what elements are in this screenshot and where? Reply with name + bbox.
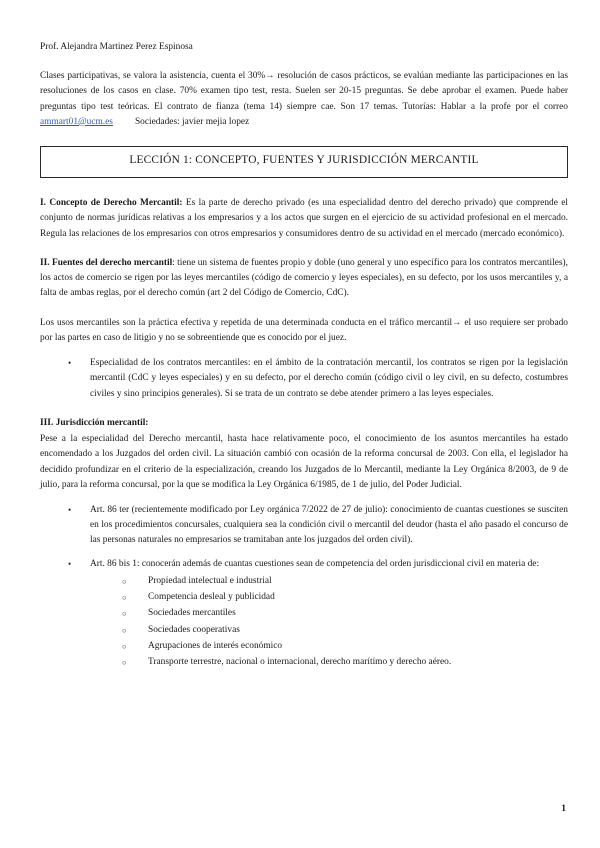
list-item-text: Art. 86 ter (recientemente modificado por Ley orgánica 7/2022 de 27 de julio): conocimiento de cuantas cuestiones se susciten en los procedimientos concursales, cualquiera sea la condición civil o mercantil del deudor (hasta el año pasado el concurso de las personas naturales no empresarios se tramitaban ante los juzgados del orden civil). [90, 504, 568, 546]
professor-line: Prof. Alejandra Martinez Perez Espinosa [40, 42, 193, 52]
section-jurisdiccion-heading: III. Jurisdicción mercantil: [40, 417, 149, 428]
sub-list-item-text: Competencia desleal y publicidad [148, 592, 275, 603]
sub-list-item [122, 590, 568, 605]
bullet-hollow-icon: ○ [122, 658, 127, 668]
document-body [40, 40, 568, 670]
section-concepto-body: Es la parte de derecho privado (es una especialidad dentro del derecho privado) que comprende el conjunto de normas jurídicas relativas a los empresarios y a los actos que surgen en el ejercicio de su actividad profesional en el mercado. Regula las relaciones de los empresarios con otros empresarios y consumidores dentro de su actividad en el mercado (mercado económico). [40, 198, 568, 239]
sub-list-item-text: Agrupaciones de interés económico [148, 640, 283, 651]
section-jurisdiccion [40, 416, 568, 671]
sub-list-item [122, 623, 568, 638]
sub-list-item-text: Transporte terrestre, nacional o internacional, derecho marítimo y derecho aéreo. [148, 657, 452, 668]
section-fuentes [40, 256, 568, 402]
section-fuentes-heading: II. Fuentes del derecho mercantil [40, 257, 173, 268]
section-jurisdiccion-body: Pese a la especialidad del Derecho mercantil, hasta hace relativamente poco, el conocimiento de los asuntos mercantiles ha estado encomendado a los Juzgados del orden civil. La situación cambió con ocasión de la reforma concursal de 2003. Con ella, el legislador ha decidido profundizar en el criterio de la especialización, creando los Juzgados de lo Mercantil, mediante la Ley Orgánica 8/2003, de 9 de julio, para la reforma concursal, por la que se modifica la Ley Orgánica 6/1985, de 1 de julio, del Poder Judicial. [40, 434, 568, 490]
sub-list-item [122, 655, 568, 670]
bullet-hollow-icon: ○ [122, 609, 127, 619]
bullet-filled-icon: • [68, 358, 72, 369]
competencia-sublist [90, 574, 568, 670]
usos-mercantiles-paragraph: Los usos mercantiles son la práctica efectiva y repetida de una determinada conducta en el tráfico mercantil→ el uso requiere ser probado por las partes en caso de litigio y no se sobreentiende que es conocido por el juez. [40, 317, 568, 343]
sub-list-item-text: Propiedad intelectual e industrial [148, 575, 272, 586]
section-fuentes-paragraph [40, 256, 568, 302]
section-concepto-heading: I. Concepto de Derecho Mercantil: [40, 198, 183, 209]
bullet-hollow-icon: ○ [122, 593, 127, 603]
sub-list-item-text: Sociedades cooperativas [148, 624, 240, 635]
fuentes-bullet-list [40, 356, 568, 402]
bullet-filled-icon: • [68, 558, 72, 569]
lesson-title-box [40, 146, 568, 178]
professor-email-link[interactable]: ammart01@ucm.es [40, 116, 113, 127]
intro-text-before-email: Clases participativas, se valora la asistencia, cuenta el 30%→ resolución de casos prácticos, se evalúan mediante las participaciones en las resoluciones de los casos en clase. 70% examen tipo test, resta. Suelen ser 20-15 preguntas. Se debe aprobar el examen. Puede haber preguntas tipo test teóricas. El contrato de fianza (tema 14) siempre cae. Son 17 temas. Tutorías: Hablar a la profe por el correo [40, 71, 568, 112]
sub-list-item [122, 574, 568, 589]
list-item [68, 356, 568, 402]
jurisdiccion-bullet-list [40, 503, 568, 670]
course-intro-paragraph [40, 69, 568, 130]
section-concepto [40, 196, 568, 242]
bullet-filled-icon: • [68, 504, 72, 515]
list-item [68, 503, 568, 549]
lesson-title: LECCIÓN 1: CONCEPTO, FUENTES Y JURISDICCIÓN MERCANTIL [129, 153, 479, 166]
bullet-hollow-icon: ○ [122, 641, 127, 651]
list-item [68, 557, 568, 671]
intro-text-after-email: Sociedades: javier mejia lopez [134, 116, 250, 127]
bullet-hollow-icon: ○ [122, 625, 127, 635]
section-concepto-paragraph [40, 196, 568, 242]
sub-list-item [122, 606, 568, 621]
sub-list-item-text: Sociedades mercantiles [148, 608, 236, 619]
page-number: 1 [561, 803, 566, 814]
bullet-hollow-icon: ○ [122, 576, 127, 586]
sub-list-item [122, 639, 568, 654]
list-item-text: Art. 86 bis 1: conocerán además de cuantas cuestiones sean de competencia del orden jurisdiccional civil en materia de: [90, 558, 540, 569]
section-fuentes-body: : tiene un sistema de fuentes propio y doble (uno general y uno específico para los contratos mercantiles), los actos de comercio se rigen por las leyes mercantiles (código de comercio y leyes especiales), en su defecto, por los usos mercantiles y, a falta de ambas reglas, por el derecho común (art 2 del Código de Comercio, CdC). [40, 257, 568, 299]
list-item-text: Especialidad de los contratos mercantiles: en el ámbito de la contratación mercantil, los contratos se rigen por la legislación mercantil (CdC y leyes especiales) y en su defecto, por el derecho común (código civil o ley civil, en su defecto, costumbres civiles y sino principios generales). Si se trata de un contrato se debe atender primero a las leyes especiales. [90, 358, 568, 399]
